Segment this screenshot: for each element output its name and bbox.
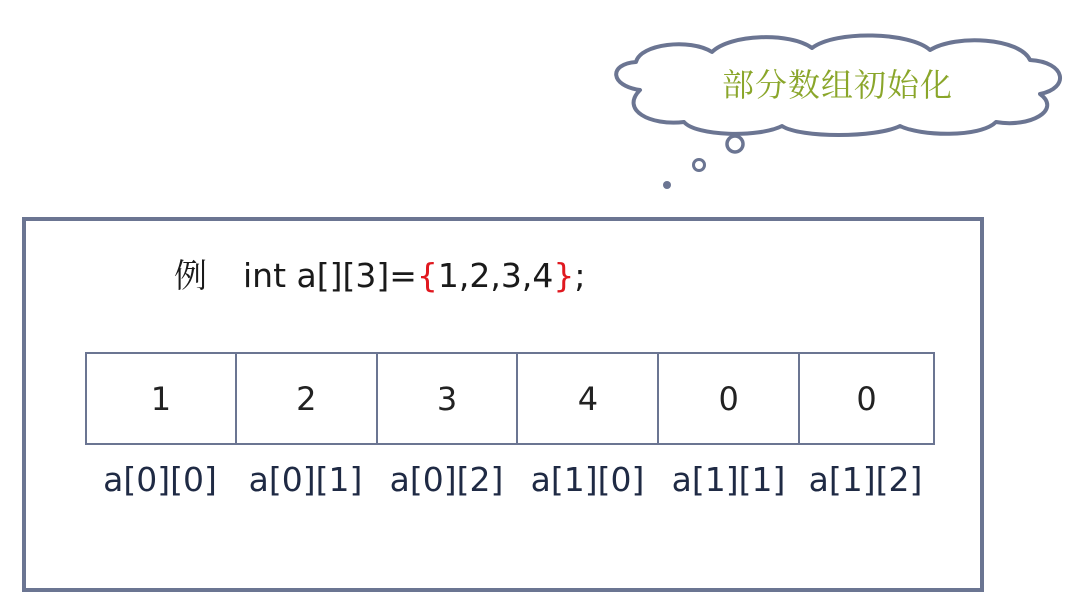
array-cell: 0 — [856, 379, 877, 418]
close-brace: } — [553, 256, 575, 295]
bubble-small — [663, 181, 671, 189]
array-cell: 1 — [87, 354, 237, 443]
array-index-label: a[1][2] — [808, 460, 923, 499]
array-cell: 4 — [518, 354, 659, 443]
code-prefix: int a[][3]= — [243, 256, 417, 295]
initializer-values: 1,2,3,4 — [437, 256, 554, 295]
bubble-large — [727, 136, 743, 152]
bubble-medium — [694, 160, 705, 171]
array-index-label: a[0][1] — [248, 460, 363, 499]
code-terminator: ; — [574, 256, 586, 295]
example-marker: 例 — [174, 256, 207, 295]
array-cell: 3 — [378, 354, 519, 443]
array-index-labels — [85, 452, 935, 507]
array-index-label: a[1][0] — [530, 460, 645, 499]
array-cell: 0 — [659, 354, 800, 443]
array-index-label: a[0][2] — [389, 460, 504, 499]
open-brace: { — [416, 256, 438, 295]
array-cells — [85, 352, 935, 445]
array-cell: 2 — [237, 354, 378, 443]
array-index-label: a[1][1] — [671, 460, 786, 499]
cloud-title: 部分数组初始化 — [721, 66, 953, 104]
thought-bubbles — [650, 125, 760, 200]
array-index-label: a[0][0] — [103, 460, 217, 499]
example-code-line — [174, 250, 585, 300]
